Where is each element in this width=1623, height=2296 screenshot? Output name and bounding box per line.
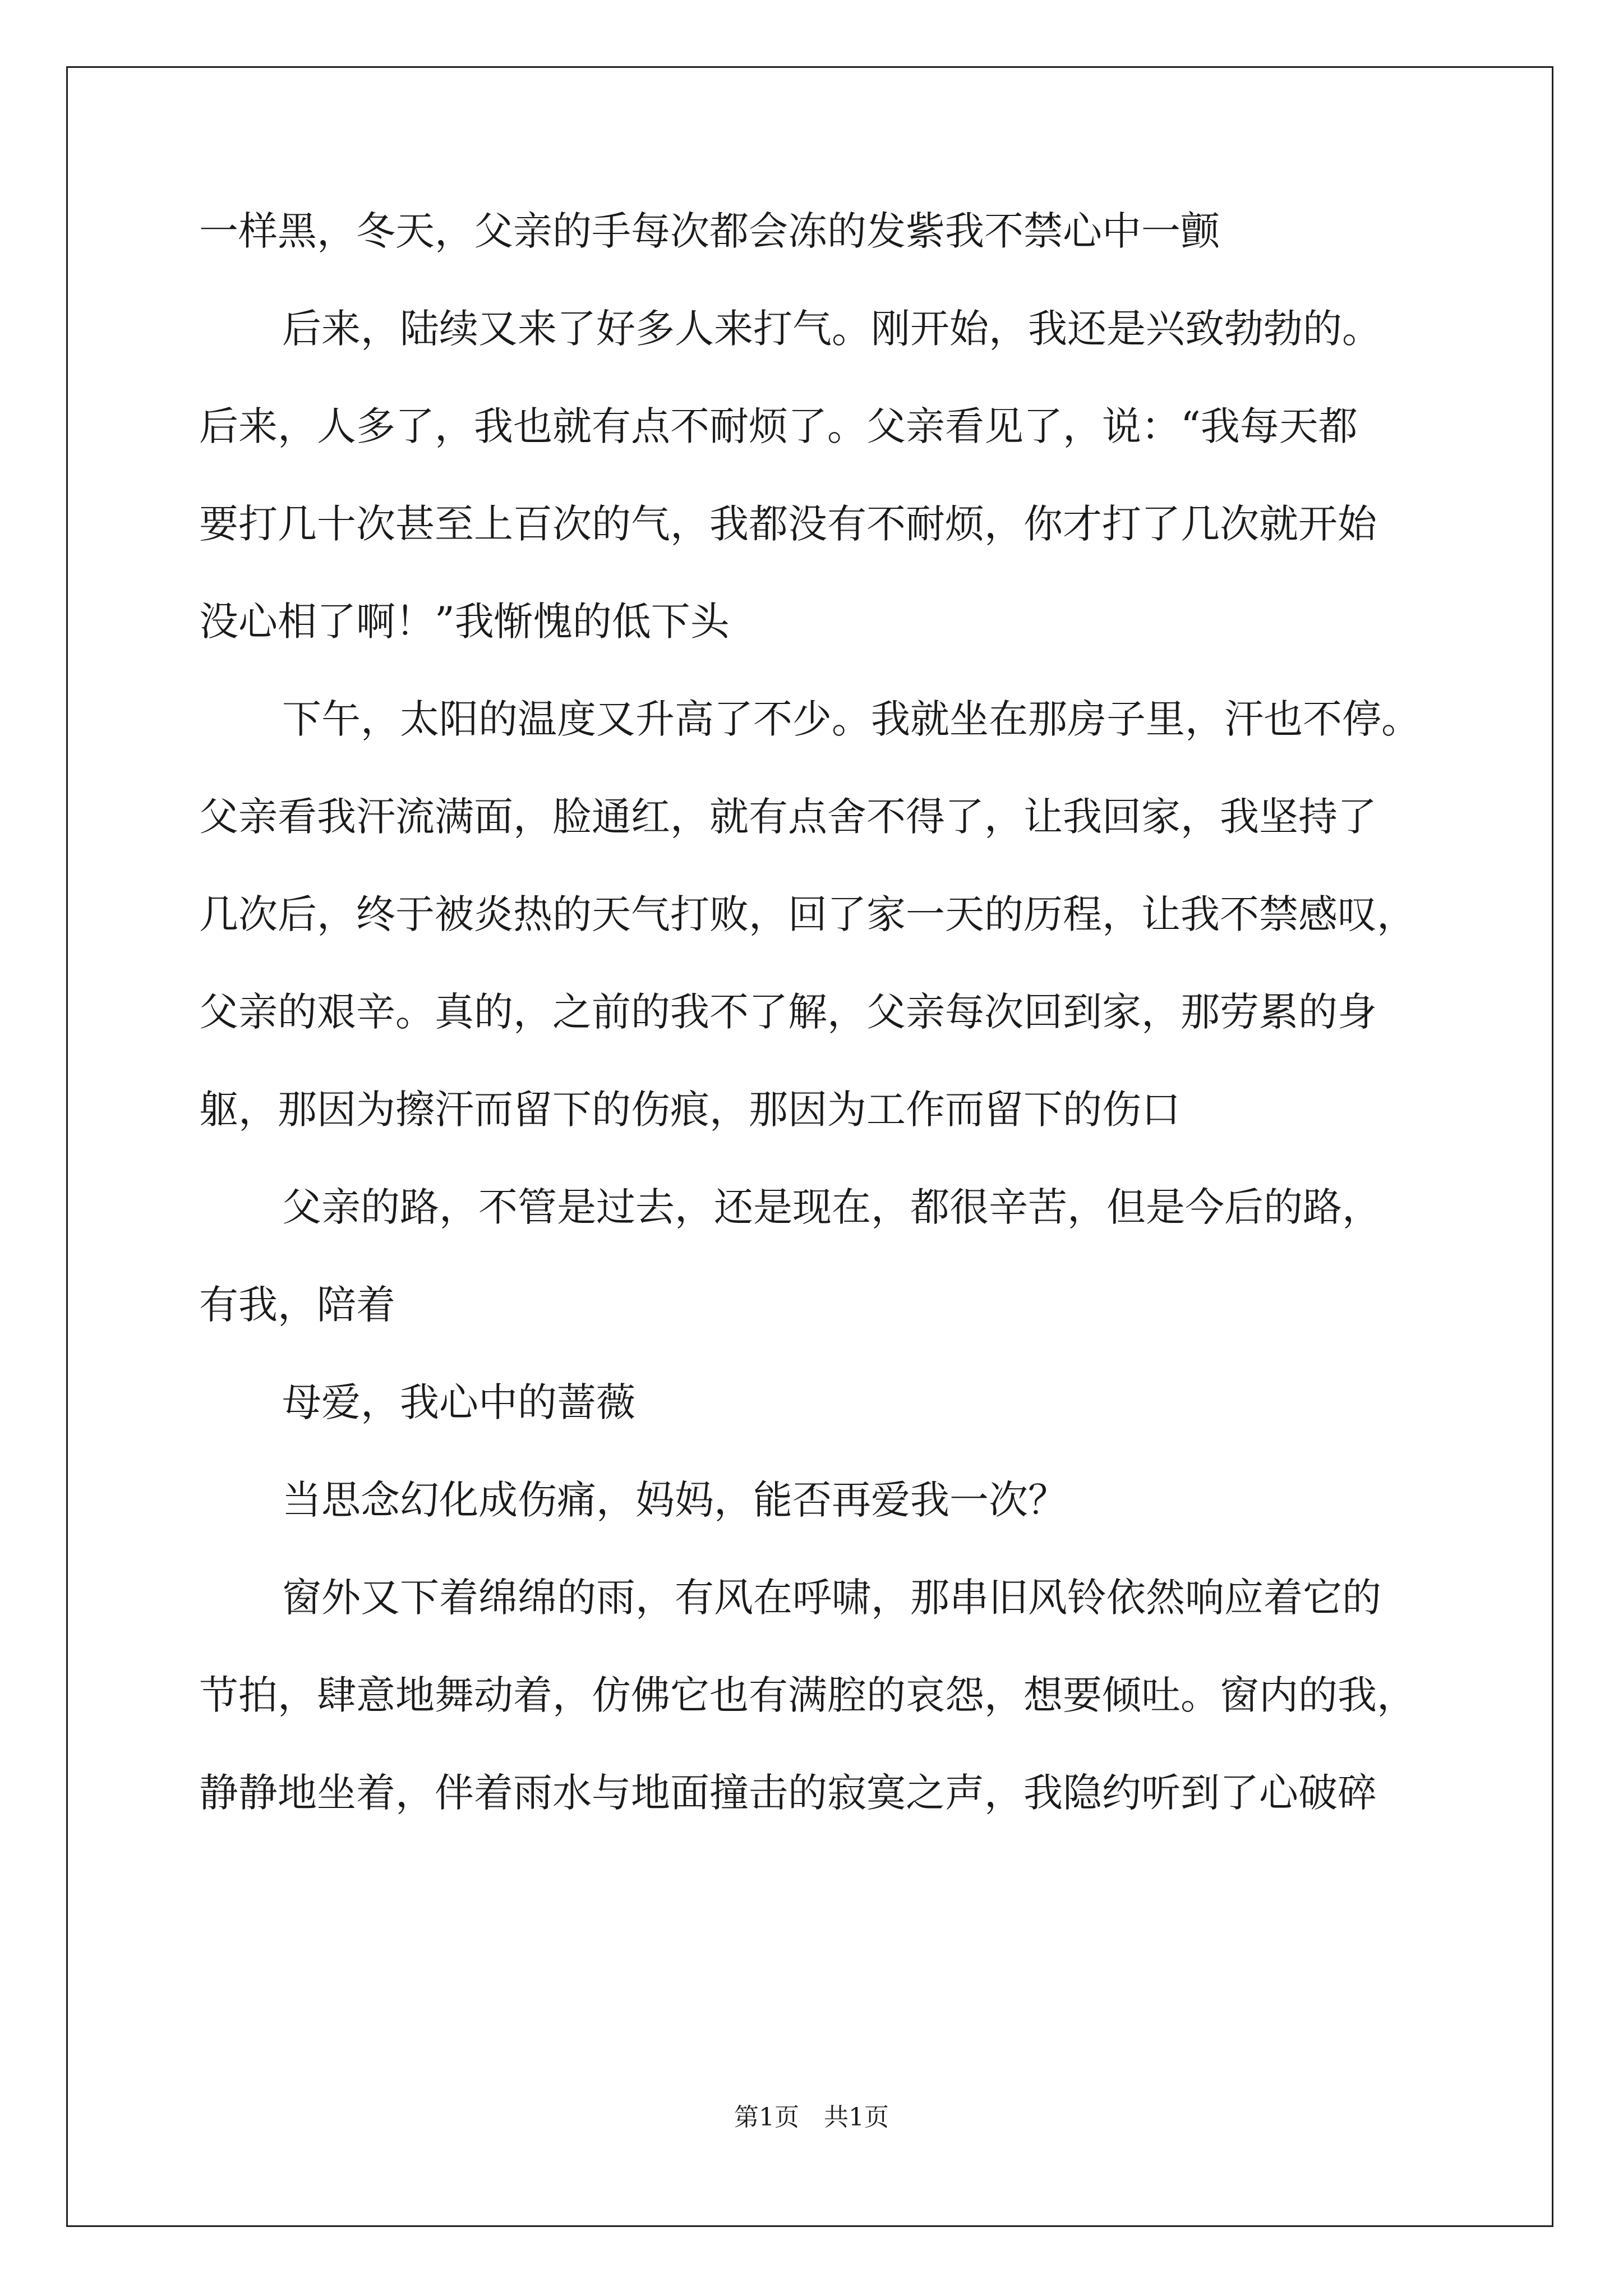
text-line: 父亲的艰辛。真的，之前的我不了解，父亲每次回到家，那劳累的身 (199, 989, 1377, 1035)
text-line: 没心相了啊！”我惭愧的低下头 (199, 599, 730, 645)
text-line: 后来，人多了，我也就有点不耐烦了。父亲看见了，说：“我每天都 (199, 403, 1358, 449)
text-line: 母爱，我心中的蔷薇 (282, 1379, 635, 1425)
text-line: 窗外又下着绵绵的雨，有风在呼啸，那串旧风铃依然响应着它的 (282, 1575, 1381, 1621)
text-line: 有我，陪着 (199, 1282, 395, 1328)
text-line: 静静地坐着，伴着雨水与地面撞击的寂寞之声，我隐约听到了心破碎 (199, 1770, 1377, 1816)
page-footer: 第1页 共1页 (734, 2103, 889, 2132)
text-line: 当思念幻化成伤痛，妈妈，能否再爱我一次？ (282, 1477, 1067, 1523)
text-line: 节拍，肆意地舞动着，仿佛它也有满腔的哀怨，想要倾吐。窗内的我， (199, 1672, 1416, 1718)
text-line: 几次后，终于被炎热的天气打败，回了家一天的历程，让我不禁感叹， (199, 891, 1416, 937)
text-line: 下午，太阳的温度又升高了不少。我就坐在那房子里，汗也不停。 (282, 696, 1421, 742)
text-line: 后来，陆续又来了好多人来打气。刚开始，我还是兴致勃勃的。 (282, 306, 1381, 352)
text-line: 父亲看我汗流满面，脸通红，就有点舍不得了，让我回家，我坚持了 (199, 794, 1377, 840)
document-body (199, 210, 1455, 1870)
text-line: 父亲的路，不管是过去，还是现在，都很辛苦，但是今后的路， (282, 1184, 1381, 1230)
text-line: 要打几十次甚至上百次的气，我都没有不耐烦，你才打了几次就开始 (199, 501, 1377, 547)
text-line: 躯，那因为擦汗而留下的伤痕，那因为工作而留下的伤口 (199, 1087, 1181, 1133)
text-line: 一样黑，冬天，父亲的手每次都会冻的发紫我不禁心中一颤 (199, 208, 1220, 254)
